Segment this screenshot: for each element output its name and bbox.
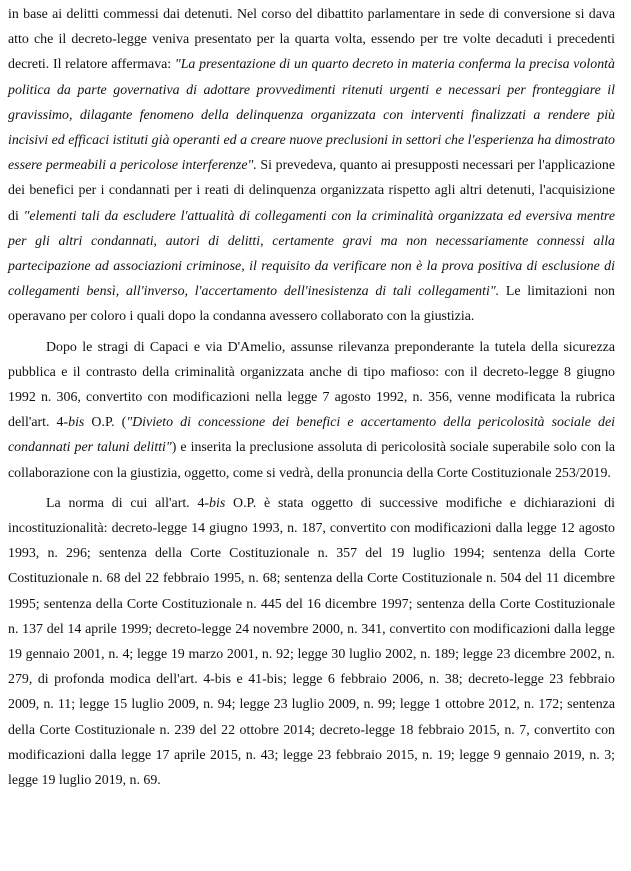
quotation-italic: "elementi tali da escludere l'attualità di collegamenti con la criminalità organizzata ed eversiva mentre per gli altri condannati, autori di delitti, certamente gravi ma non necessariamente connessi alla partecipazione ad associazioni criminose, il requisito da verificare non è la prova positiva di esclusione di collegamenti bensì, all'inverso, l'accertamento dell'inesistenza di tali collegamenti". — [8, 208, 615, 300]
italic-suffix: bis — [68, 415, 85, 431]
italic-suffix: bis — [209, 495, 226, 511]
quotation-italic: "Divieto di concessione dei benefici e accertamento della pericolosità sociale dei condannati per taluni delitti" — [8, 415, 616, 456]
text-run: Si prevedeva, quanto ai presupposti necessari per l'applicazione dei benefici per i condannati per i reati di delinquenza organizzata rispetto agli altri detenuti, l'acquisizione di — [8, 158, 615, 224]
text-run: Dopo le stragi di Capaci e via D'Amelio, assunse rilevanza preponderante la tutela della sicurezza pubblica e il contrasto della criminalità organizzata anche di tipo mafioso: con il decreto-legge 8 giugno 1992 n. 306, convertito con modificazioni nella legge 7 agosto 1992, n. 356, venne modificata la rubrica dell'art. 4- — [8, 339, 615, 431]
paragraph-2 — [8, 335, 615, 486]
text-run: in base ai delitti commessi dai detenuti. Nel corso del dibattito parlamentare in sede di conversione si dava atto che il decreto-legge veniva presentato per la quarta volta, essendo per tre volte decaduti i precedenti decreti. Il relatore affermava: — [8, 7, 615, 73]
text-run: ) e inserita la preclusione assoluta di pericolosità sociale superabile solo con la collaborazione con la giustizia, oggetto, come si vedrà, della pronuncia della Corte Costituzionale 253/2019. — [8, 440, 616, 481]
text-run: La norma di cui all'art. 4- — [46, 495, 210, 511]
text-run: Le limitazioni non operavano per coloro i quali dopo la condanna avessero collaborato con la giustizia. — [8, 284, 615, 325]
document-page — [8, 2, 615, 798]
quotation-italic: "La presentazione di un quarto decreto in materia conferma la precisa volontà politica da parte governativa di adottare provvedimenti ritenuti urgenti e necessari per fronteggiare il gravissimo, dilagante fenomeno della delinquenza organizzata con interventi finalizzati a rendere più incisivi ed efficaci istituti già operanti ed a creare nuove preclusioni in settori che l'esperienza ha dimostrato essere permeabili a pericolose interferenze". — [8, 57, 615, 174]
paragraph-1 — [8, 2, 615, 330]
text-run: O.P. ( — [84, 415, 127, 431]
text-run: O.P. è stata oggetto di successive modifiche e dichiarazioni di incostituzionalità: decreto-legge 14 giugno 1993, n. 187, convertito con modificazioni dalla legge 12 agosto 1993, n. 296; sentenza della Corte Costituzionale n. 357 del 19 luglio 1994; sentenza della Corte Costituzionale n. 68 del 22 febbraio 1995, n. 68; sentenza della Corte Costituzionale n. 504 del 11 dicembre 1995; sentenza della Corte Costituzionale n. 445 del 16 dicembre 1997; sentenza della Corte Costituzionale n. 137 del 14 aprile 1999; decreto-legge 24 novembre 2000, n. 341, convertito con modificazioni dalla legge 19 gennaio 2001, n. 4; legge 19 marzo 2001, n. 92; legge 30 luglio 2002, n. 189; legge 23 dicembre 2002, n. 279, di profonda modica dell'art. 4-bis e 41-bis; legge 6 febbraio 2006, n. 38; decreto-legge 23 febbraio 2009, n. 11; legge 15 luglio 2009, n. 94; legge 23 luglio 2009, n. 99; legge 1 ottobre 2012, n. 172; sentenza della Corte Costituzionale n. 239 del 22 ottobre 2014; decreto-legge 18 febbraio 2015, n. 7, convertito con modificazioni dalla legge 17 aprile 2015, n. 43; legge 23 febbraio 2015, n. 19; legge 9 gennaio 2019, n. 3; legge 19 luglio 2019, n. 69. — [8, 495, 615, 789]
paragraph-3 — [8, 491, 615, 793]
